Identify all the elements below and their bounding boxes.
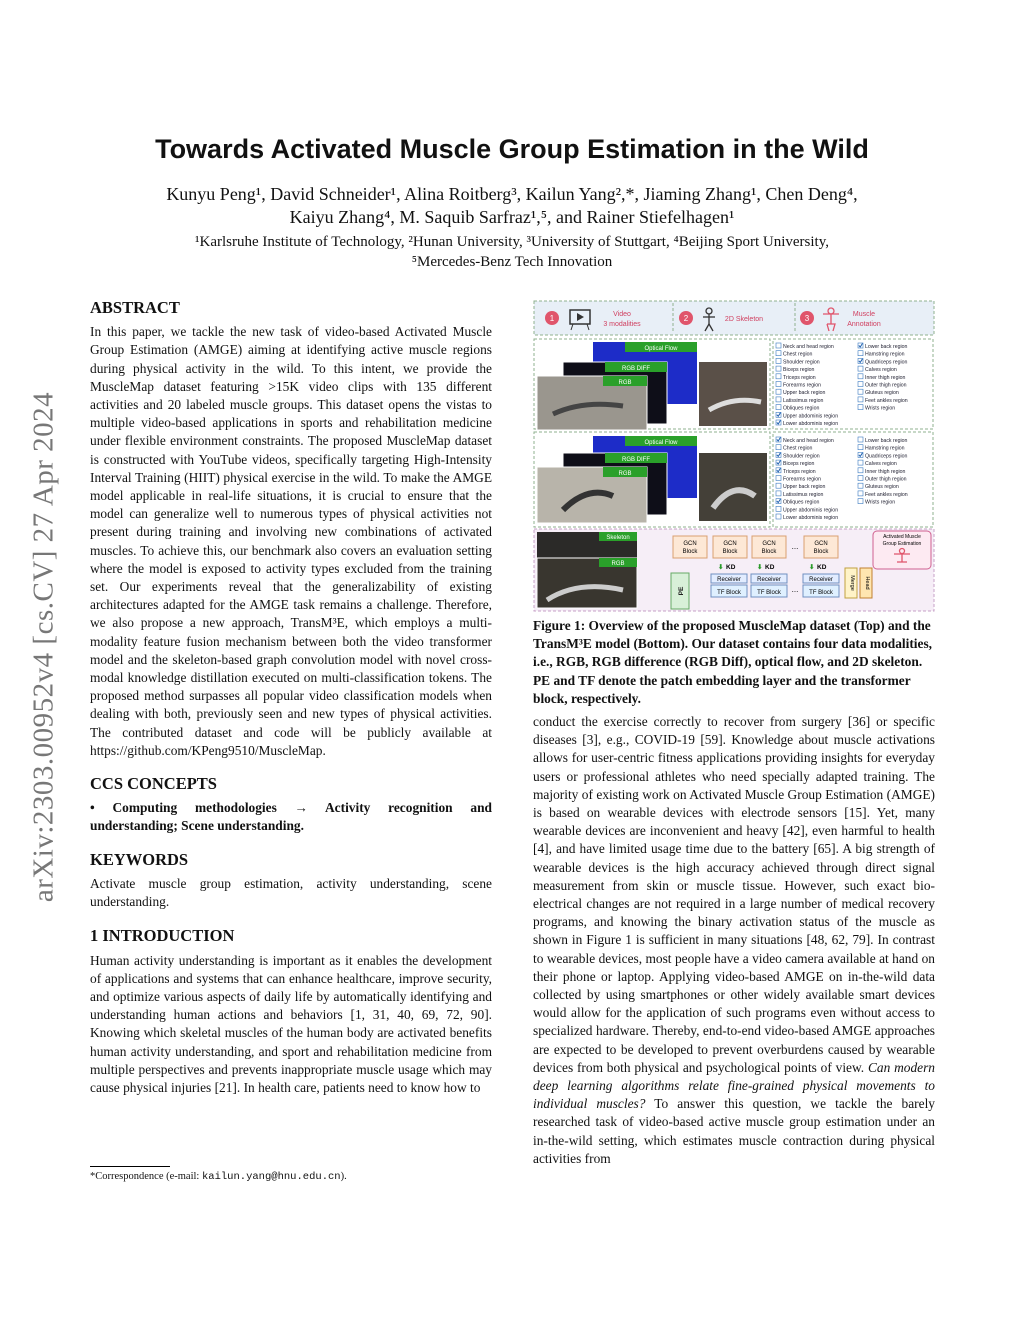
svg-text:Block: Block [722, 549, 738, 555]
muscle-right-checkbox [858, 397, 863, 402]
svg-text:KD: KD [817, 564, 827, 571]
svg-text:⬇: ⬇ [757, 564, 763, 571]
muscle-right-checkbox [858, 468, 863, 473]
muscle-left-checkbox [776, 343, 781, 348]
muscle-right-label: Wrists region [865, 405, 896, 412]
muscle-left-label: Forearms region [783, 476, 822, 483]
kd-arrows [718, 563, 827, 571]
muscle-left-checkbox [776, 366, 781, 371]
step-1-number: 1 [549, 314, 555, 323]
muscle-left-label: Upper abdominis region [783, 507, 839, 514]
step-2-label: 2D Skeleton [724, 316, 764, 323]
muscle-right-label: Outer thigh region [865, 382, 907, 389]
left-column [90, 299, 492, 1097]
authors-line-2: Kaiyu Zhang⁴, M. Saquib Sarfraz¹,⁵, and Rainer Stiefelhagen¹ [289, 207, 735, 227]
svg-text:⬇: ⬇ [809, 564, 815, 571]
keywords-text: Activate muscle group estimation, activity understanding, scene understanding. [90, 875, 492, 910]
muscle-left-label: Lower abdominis region [783, 515, 839, 521]
pe-label: PE [678, 586, 685, 596]
affiliations-line-1: ¹Karlsruhe Institute of Technology, ²Hunan University, ³University of Stuttgart, ⁴Beijing Sport University, [195, 234, 829, 250]
muscle-right-label: Quadriceps region [865, 453, 908, 460]
abstract-text: In this paper, we tackle the new task of video-based Activated Muscle Group Estimation (AMGE) aiming at identifying active muscle regions during physical activity in the wild. To this intent, we provide the MuscleMap dataset featuring >15K video clips with 135 different activities and 20 labeled muscle groups. This dataset opens the vistas to multiple video-based applications in sports and rehabilitation medicine under flexible environment constraints. The proposed MuscleMap dataset is constructed with YouTube videos, specifically targeting High-Intensity Interval Training (HIIT) physical exercise in the wild. To make the AMGE model applicable in real-life situations, it is crucial to ensure that the model can generalize well to numerous types of physical activities not present during training and involving new combinations of activated muscles. To achieve this, our benchmark also covers an evaluation setting where the model is exposed to activity types excluded from the training set. Our experiments reveal that the generalizability of existing architectures adapted for the AMGE task remains a challenge. Therefore, we also propose a new approach, TransM³E, which employs a multi-modality feature fusion mechanism between both the video transformer model and the skeleton-based graph convolution model with novel cross-modal knowledge distillation executed on multi-classification tokens. The proposed method surpasses all popular video classification models when dealing with both, previously seen and new types of physical activities. The contributed dataset and code will be publicly available at https://github.com/KPeng9510/MuscleMap. [90, 324, 492, 758]
muscle-right-checkbox [858, 491, 863, 496]
muscle-checklist [773, 339, 933, 527]
transformer-blocks [711, 574, 839, 597]
svg-text:Block: Block [761, 549, 777, 555]
footnote-prefix: *Correspondence (e-mail: [90, 1171, 202, 1182]
svg-text:...: ... [791, 542, 799, 551]
affiliations [60, 232, 964, 272]
muscle-right-checkbox [858, 389, 863, 394]
rgb-photo-2 [699, 453, 767, 521]
right-column [533, 713, 935, 1168]
paper-title: Towards Activated Muscle Group Estimation in the Wild [155, 134, 869, 164]
muscle-right-label: Outer thigh region [865, 476, 907, 483]
muscle-right-checkbox [858, 374, 863, 379]
muscle-left-checkbox [776, 397, 781, 402]
muscle-right-checkbox [858, 366, 863, 371]
muscle-left-label: Neck and head region [783, 344, 834, 350]
svg-text:⬇: ⬇ [718, 564, 724, 571]
muscle-left-label: Triceps region [783, 468, 816, 475]
muscle-right-label: Lower back region [865, 344, 908, 350]
muscle-right-checkbox [858, 483, 863, 488]
muscle-right-label: Quadriceps region [865, 359, 908, 366]
intro-text: Human activity understanding is important as it enables the development of applications and systems that can enhance healthcare, improve security, and optimize various aspects of daily life by automatically identifying and understanding human actions and behaviors [1, 31, 40, 69, 72, 90]. Knowing which skeletal muscles of the human body are activated benefits human activity understanding, and sport and rehabilitation medicine from multiple perspectives and prevents inappropriate muscle usage which may cause physical injuries [21]. In health care, patients need to know how to [90, 952, 492, 1095]
muscle-left-checkbox [776, 358, 781, 363]
muscle-left-checkbox [776, 476, 781, 481]
muscle-left-label: Shoulder region [783, 453, 820, 460]
output-label-a: Activated Muscle [883, 534, 921, 540]
muscle-right-checkbox [858, 437, 863, 442]
muscle-left-checkbox [776, 491, 781, 496]
muscle-left-label: Latissimus region [783, 491, 824, 498]
muscle-left-checkbox [776, 445, 781, 450]
head-label: Head [864, 576, 870, 590]
svg-text:GCN: GCN [814, 541, 828, 547]
muscle-left-label: Obliques region [783, 499, 820, 506]
arxiv-stamp [20, 352, 68, 942]
output-label-b: Group Estimation [882, 541, 922, 547]
svg-text:Receiver: Receiver [809, 577, 833, 583]
muscle-right-checkbox [858, 460, 863, 465]
step-3-label-a: Muscle [852, 311, 876, 318]
authors-line-1: Kunyu Peng¹, David Schneider¹, Alina Roitberg³, Kailun Yang²,*, Jiaming Zhang¹, Chen Deng⁴, [166, 184, 858, 204]
gcn-blocks [673, 536, 838, 558]
footnote-rule [90, 1166, 170, 1167]
muscle-left-label: Lower abdominis region [783, 421, 839, 427]
muscle-left-label: Upper back region [783, 484, 826, 491]
svg-text:KD: KD [726, 564, 736, 571]
svg-text:TF Block: TF Block [717, 590, 741, 596]
muscle-left-label: Triceps region [783, 374, 816, 381]
svg-text:Receiver: Receiver [757, 577, 781, 583]
muscle-right-label: Inner thigh region [865, 468, 906, 475]
svg-text:GCN: GCN [762, 541, 776, 547]
merge-label: Merge [849, 575, 855, 591]
muscle-left-label: Neck and head region [783, 438, 834, 444]
ccs-text: • Computing methodologies → Activity recognition and understanding; Scene understanding. [90, 800, 492, 834]
rgb-diff-label-2: RGB DIFF [622, 457, 650, 463]
rgb-label-3: RGB [611, 561, 625, 567]
author-list [60, 183, 964, 229]
optical-flow-label-1: Optical Flow [644, 346, 678, 352]
optical-flow-label-2: Optical Flow [644, 440, 678, 446]
muscle-right-checkbox [858, 476, 863, 481]
arxiv-id: arXiv:2303.00952v4 [cs.CV] 27 Apr 2024 [27, 391, 60, 903]
muscle-right-label: Feet ankles region [865, 491, 908, 498]
svg-text:Block: Block [682, 549, 698, 555]
muscle-left-checkbox [776, 483, 781, 488]
muscle-left-label: Biceps region [783, 461, 815, 468]
svg-text:TF Block: TF Block [757, 590, 781, 596]
muscle-left-label: Chest region [783, 351, 813, 358]
abstract-heading: ABSTRACT [90, 298, 180, 317]
muscle-right-label: Lower back region [865, 438, 908, 444]
muscle-left-label: Upper back region [783, 390, 826, 397]
right-body-part-b: To answer this question, we tackle the barely researched task of video-based active muscle group estimation under an in-the-wild setting, which estimates muscle contraction during physical activities from [533, 1096, 935, 1166]
svg-text:GCN: GCN [683, 541, 697, 547]
muscle-left-checkbox [776, 374, 781, 379]
rgb-label-2: RGB [618, 471, 632, 477]
rgb-label-1: RGB [618, 380, 632, 386]
rgb-photo-1 [699, 362, 767, 426]
muscle-left-checkbox [776, 514, 781, 519]
muscle-right-label: Hamstring region [865, 445, 905, 452]
step-1-label-b: 3 modalities [603, 321, 641, 328]
footnote [90, 1171, 347, 1183]
muscle-right-label: Gluteus region [865, 484, 899, 491]
svg-text:Receiver: Receiver [717, 577, 741, 583]
intro-heading: 1 INTRODUCTION [90, 926, 235, 946]
muscle-left-label: Obliques region [783, 405, 820, 412]
muscle-left-label: Latissimus region [783, 397, 824, 404]
keywords-heading: KEYWORDS [90, 849, 189, 869]
affiliations-line-2: ⁵Mercedes-Benz Tech Innovation [411, 254, 613, 270]
muscle-left-label: Upper abdominis region [783, 413, 839, 420]
figure-caption: Figure 1: Overview of the proposed MuscleMap dataset (Top) and the TransM³E model (Bottom). Our dataset contains four data modalities, i.e., RGB, RGB difference (RGB Diff), optical flow, and 2D skeleton. PE and TF denote the patch embedding layer and the transformer block, respectively. [533, 618, 933, 706]
muscle-right-label: Calves region [865, 461, 897, 468]
muscle-right-label: Feet ankles region [865, 397, 908, 404]
step-3-number: 3 [804, 314, 810, 323]
step-2-number: 2 [683, 314, 689, 323]
muscle-left-checkbox [776, 351, 781, 356]
right-body-question: Can modern deep learning algorithms relate fine-grained physical movements to individual muscles? [533, 1059, 935, 1112]
muscle-left-label: Chest region [783, 445, 813, 452]
muscle-left-checkbox [776, 405, 781, 410]
muscle-right-checkbox [858, 445, 863, 450]
svg-text:Block: Block [813, 549, 829, 555]
svg-text:...: ... [791, 585, 799, 594]
right-body-text [533, 713, 935, 1168]
muscle-left-label: Shoulder region [783, 359, 820, 366]
footnote-email[interactable]: kailun.yang@hnu.edu.cn [201, 1171, 341, 1183]
muscle-right-checkbox [858, 405, 863, 410]
muscle-left-label: Biceps region [783, 367, 815, 374]
footnote-suffix: ). [340, 1171, 347, 1182]
step-3-label-b: Annotation [847, 321, 881, 328]
muscle-right-checkbox [858, 499, 863, 504]
svg-text:TF Block: TF Block [809, 590, 833, 596]
muscle-left-checkbox [776, 382, 781, 387]
ccs-heading: CCS CONCEPTS [90, 774, 217, 794]
rgb-diff-label-1: RGB DIFF [622, 366, 650, 372]
muscle-left-label: Forearms region [783, 382, 822, 389]
muscle-right-label: Calves region [865, 367, 897, 374]
muscle-right-label: Wrists region [865, 499, 896, 506]
skeleton-label: Skeleton [606, 535, 630, 541]
muscle-right-label: Hamstring region [865, 351, 905, 358]
muscle-left-checkbox [776, 506, 781, 511]
figure-1 [533, 300, 935, 612]
right-body-part-a: conduct the exercise correctly to recover from surgery [36] or specific diseases [3], e.g., COVID-19 [59]. Knowledge about muscle activations allows for user-centric fitness applications providing insights for everyday users or professional athletes who need specially adapted training. The majority of existing work on Activated Muscle Group Estimation (AMGE) is based on wearable devices with electrode sensors [15]. Yet, many wearable devices are inconvenient and heavy [42], even harmful to health [4], and have limited usage time due to the battery [65]. A big strength of wearable devices is the high accuracy achieved through direct signal measurement from skin or muscle tissue. However, such exact bio-electrical changes are not required in a large number of medical recovery programs, and knowing the binary activation status of the muscle as shown in Figure 1 is sufficient in many situations [48, 62, 79]. In contrast to wearable devices, most people have a video camera available at hand on their phone or laptop. Applying video-based AMGE on in-the-wild data collected by using smartphones or other widely available smart devices would allow for the application of such programs even without access to specialized hardware. Thereby, end-to-end video-based AMGE approaches are expected to be developed to prevent overburdens caused by wearable devices from both physical and psychological points of view. [533, 714, 935, 1075]
muscle-right-label: Gluteus region [865, 390, 899, 397]
muscle-left-checkbox [776, 389, 781, 394]
muscle-right-label: Inner thigh region [865, 374, 906, 381]
step-1-label-a: Video [613, 311, 631, 318]
muscle-right-checkbox [858, 351, 863, 356]
svg-text:KD: KD [765, 564, 775, 571]
muscle-right-checkbox [858, 382, 863, 387]
svg-text:GCN: GCN [723, 541, 737, 547]
